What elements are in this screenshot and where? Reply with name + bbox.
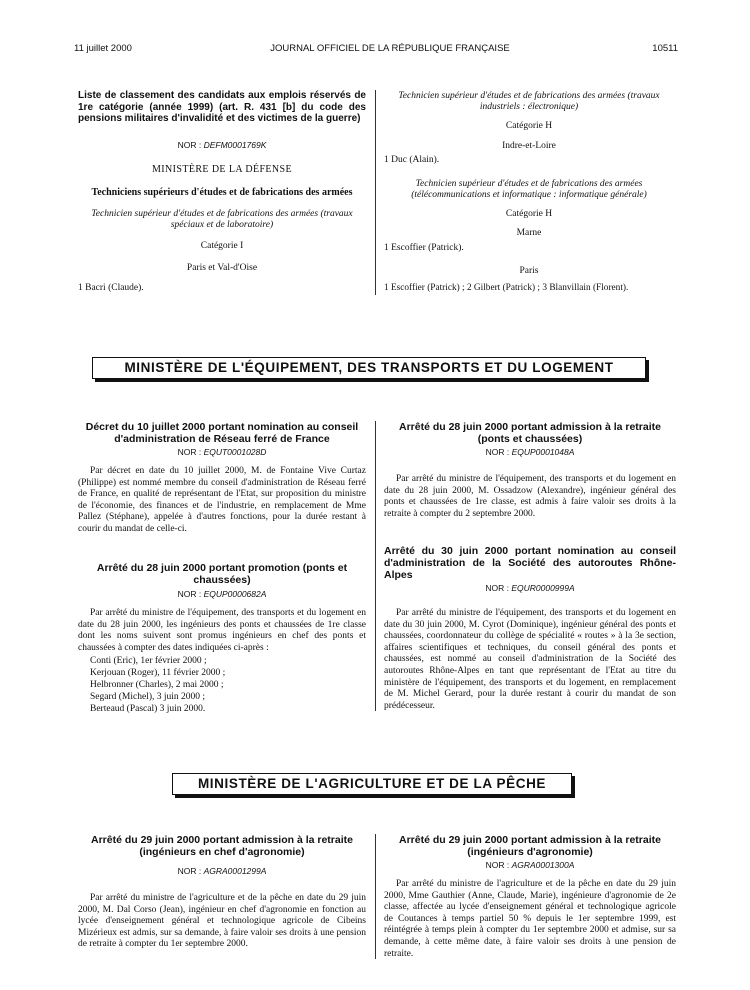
column-divider bbox=[375, 834, 376, 959]
nor-line: NOR : EQUR0000999A bbox=[485, 583, 575, 593]
specialty-text: Technicien supérieur d'études et de fabrications des armées (travaux industriels : électronique) bbox=[398, 91, 660, 112]
column-divider bbox=[375, 421, 376, 711]
nor-code: AGRA0001299A bbox=[203, 866, 267, 876]
nor-line: NOR : AGRA0001299A bbox=[177, 866, 267, 876]
nomination-title: Arrêté du 30 juin 2000 portant nomination au conseil d'administration de la Société des autoroutes Rhône-Alpes bbox=[384, 545, 676, 581]
region-label: Marne bbox=[516, 228, 542, 238]
ministry-defense: MINISTÈRE DE LA DÉFENSE bbox=[151, 164, 293, 175]
category-label: Catégorie I bbox=[200, 241, 244, 251]
specialty-text: Technicien supérieur d'études et de fabrications des armées (travaux spéciaux et de laboratoire) bbox=[91, 209, 353, 230]
journal-title: JOURNAL OFFICIEL DE LA RÉPUBLIQUE FRANÇAISE bbox=[270, 43, 510, 54]
list-item: Helbronner (Charles), 2 mai 2000 ; bbox=[90, 680, 224, 690]
retraite-body: Par arrêté du ministre de l'équipement, des transports et du logement en date du 28 juin 2000, M. Ossadzow (Alexandre), ingénieur général des ponts et chaussées de 1re classe, est admis à faire valoir ses droits à la retraite à compter du 2 septembre 2000. bbox=[384, 474, 676, 519]
retraite-title: Arrêté du 29 juin 2000 portant admission à la retraite (ingénieurs d'agronomie) bbox=[398, 834, 661, 858]
corps-title: Techniciens supérieurs d'études et de fabrications des armées bbox=[91, 187, 353, 198]
list-item: Conti (Eric), 1er février 2000 ; bbox=[90, 656, 207, 666]
arrete-title: Arrêté du 28 juin 2000 portant promotion (ponts et chaussées) bbox=[96, 562, 348, 586]
decree-body: Par décret en date du 10 juillet 2000, M. de Fontaine Vive Curtaz (Philippe) est nommé membre du conseil d'administration de Réseau ferré de France, en qualité de représentant de l'Etat, sur proposition du ministre de l'économie, des finances et de l'industrie, en remplacement de Mme Pallez (Stéphane), appelée à d'autres fonctions, pour la durée restant à courir du mandat de celle-ci. bbox=[78, 466, 366, 534]
column-divider bbox=[375, 90, 376, 295]
nor-code: EQUR0000999A bbox=[511, 583, 575, 593]
nor-code: EQUP0000682A bbox=[203, 589, 267, 599]
retraite-title: Arrêté du 28 juin 2000 portant admission à la retraite (ponts et chaussées) bbox=[398, 421, 661, 445]
ministry-banner-agriculture: MINISTÈRE DE L'AGRICULTURE ET DE LA PÊCHE bbox=[172, 773, 572, 795]
candidate-entry: 1 Duc (Alain). bbox=[384, 155, 440, 165]
category-label: Catégorie H bbox=[505, 209, 553, 219]
list-item: Segard (Michel), 3 juin 2000 ; bbox=[90, 692, 206, 702]
ministry-banner-equipement: MINISTÈRE DE L'ÉQUIPEMENT, DES TRANSPORTS ET DU LOGEMENT bbox=[92, 357, 646, 379]
nor-code: EQUP0001048A bbox=[511, 447, 575, 457]
header-date: 11 juillet 2000 bbox=[74, 43, 132, 54]
page-number: 10511 bbox=[652, 43, 678, 54]
nor-code: DEFM0001769K bbox=[203, 140, 267, 150]
promotion-list bbox=[90, 655, 366, 715]
nor-line: NOR : EQUP0000682A bbox=[177, 589, 267, 599]
nor-line: NOR : AGRA0001300A bbox=[485, 860, 575, 870]
retraite-title: Arrêté du 29 juin 2000 portant admission à la retraite (ingénieurs en chef d'agronomie) bbox=[90, 834, 353, 858]
list-item: Kerjouan (Roger), 11 février 2000 ; bbox=[90, 668, 226, 678]
region-label: Paris bbox=[519, 266, 539, 276]
nomination-body: Par arrêté du ministre de l'équipement, des transports et du logement en date du 30 juin 2000, M. Cyrot (Dominique), ingénieur général des ponts et chaussées, coordonnateur du collège de spécialité « routes » à la 3e section, affaires scientifiques et techniques, du conseil général des ponts et chaussées, est nommé au conseil d'administration de la Société des autoroutes Rhône-Alpes en tant que représentant de l'Etat au titre du ministère de l'équipement, des transports et du logement, en remplacement de M. Michel Gerard, pour la durée restant à courir du mandat de son prédécesseur. bbox=[384, 608, 676, 711]
candidate-entry: 1 Escoffier (Patrick) ; 2 Gilbert (Patrick) ; 3 Blanvillain (Florent). bbox=[384, 283, 629, 293]
region-label: Paris et Val-d'Oise bbox=[186, 263, 258, 273]
arrete-body: Par arrêté du ministre de l'équipement, des transports et du logement en date du 28 juin 2000, les ingénieurs des ponts et chaussées de 1re classe dont les noms suivent sont promus ingénieurs en chef des ponts et chaussées à compter des dates indiquées ci-après : bbox=[78, 608, 366, 653]
retraite-body: Par arrêté du ministre de l'agriculture et de la pêche en date du 29 juin 2000, Mme Gauthier (Anne, Claude, Marie), ingénieure d'agronomie de 2e classe, affectée au lycée d'enseignement général et technologique agricole de Coutances à temps partiel 50 % depuis le 1er septembre 1999, est réintégrée à temps plein à compter du 1er septembre 2000 et admise, sur sa demande, à cette même date, à faire valoir ses droits à une pension de retraite. bbox=[384, 879, 676, 959]
region-label: Indre-et-Loire bbox=[502, 141, 556, 151]
nor-code: EQUT0001028D bbox=[203, 447, 267, 457]
specialty-text: Technicien supérieur d'études et de fabrications des armées (télécommunications et informatique : informatique générale) bbox=[411, 179, 647, 200]
classement-title: Liste de classement des candidats aux emplois réservés de 1re catégorie (année 1999) (art. R. 431 [b] du code des pensions militaires d'invalidité et des victimes de la guerre) bbox=[78, 90, 366, 124]
nor-line: NOR : EQUP0001048A bbox=[485, 447, 575, 457]
nor-line: NOR : EQUT0001028D bbox=[177, 447, 267, 457]
nor-line: NOR : DEFM0001769K bbox=[177, 140, 267, 150]
list-item: Berteaud (Pascal) 3 juin 2000. bbox=[90, 704, 206, 714]
candidate-entry: 1 Bacri (Claude). bbox=[78, 283, 144, 293]
candidate-entry: 1 Escoffier (Patrick). bbox=[384, 243, 464, 253]
nor-code: AGRA0001300A bbox=[511, 860, 575, 870]
category-label: Catégorie H bbox=[505, 121, 553, 131]
decree-title: Décret du 10 juillet 2000 portant nomination au conseil d'administration de Réseau ferré de France bbox=[85, 421, 359, 445]
retraite-body: Par arrêté du ministre de l'agriculture et de la pêche en date du 29 juin 2000, M. Dal Corso (Jean), ingénieur en chef d'agronomie en fonction au lycée d'enseignement général et technologique agricole de Cibeins Mizérieux est admis, sur sa demande, à faire valoir ses droits à une pension de retraite à compter du 1er septembre 2000. bbox=[78, 893, 366, 950]
